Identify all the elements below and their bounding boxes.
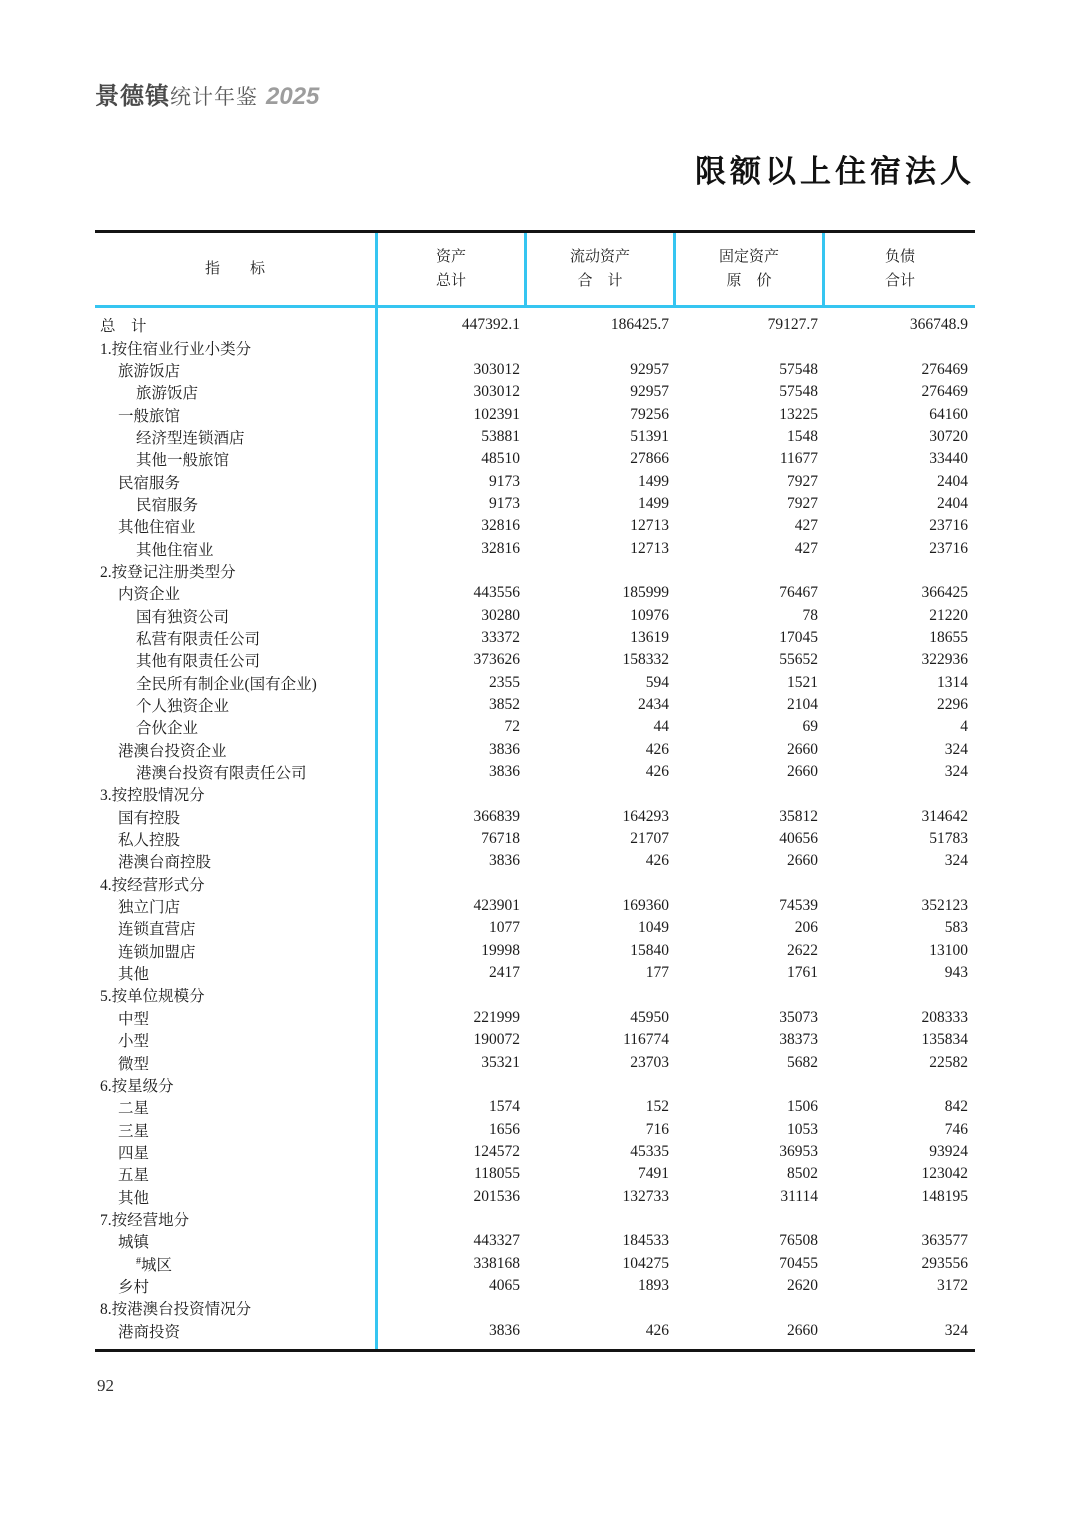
stats-table: [95, 230, 975, 1352]
row-value: 64160: [929, 405, 968, 423]
page-number: 92: [97, 1376, 114, 1395]
row-label: 1.按住宿业行业小类分: [100, 340, 252, 358]
row-value: 23716: [929, 517, 968, 535]
table-row: [95, 1096, 975, 1118]
table-row: [95, 1118, 975, 1140]
col-current-assets: 流动资产 合 计: [527, 233, 676, 305]
row-value: 152: [645, 1098, 669, 1116]
row-value: 33372: [481, 628, 520, 646]
table-row: [95, 940, 975, 962]
superscript-mark: #: [136, 1255, 141, 1267]
brand-name: 统计年鉴: [170, 86, 258, 109]
col-liabilities: 负债 合计: [884, 249, 915, 289]
row-label: 私营有限责任公司: [136, 630, 261, 648]
row-value: 72: [504, 718, 520, 736]
row-value: 2622: [787, 941, 818, 959]
row-value: 1077: [489, 919, 520, 937]
row-value: 74539: [779, 897, 818, 915]
table-row: [95, 1074, 975, 1096]
row-label: 私人控股: [118, 832, 181, 850]
row-label: 8.按港澳台投资情况分: [100, 1301, 252, 1319]
table-row: [95, 984, 975, 1006]
row-value: 352123: [921, 897, 968, 915]
table-row: [95, 828, 975, 850]
row-value: 76508: [779, 1232, 818, 1250]
row-label: 港澳台投资有限责任公司: [136, 765, 307, 783]
row-label: 旅游饭店: [118, 362, 181, 380]
row-value: 583: [944, 919, 968, 937]
row-label: 乡村: [118, 1278, 150, 1296]
row-value: 2104: [787, 696, 818, 714]
row-value: 427: [794, 517, 818, 535]
row-value: 443327: [473, 1232, 520, 1250]
row-label: 其他: [118, 1189, 150, 1207]
row-value: 17045: [779, 628, 818, 646]
row-value: 10976: [630, 606, 669, 624]
column-divider: [375, 308, 378, 1349]
row-value: 2404: [937, 494, 968, 512]
table-row: [95, 627, 975, 649]
row-value: 2355: [489, 673, 520, 691]
row-label: 连锁加盟店: [118, 943, 196, 961]
row-value: 57548: [779, 360, 818, 378]
brand-city: 景德镇: [95, 83, 170, 110]
row-label: 5.按单位规模分: [100, 988, 205, 1006]
table-row: [95, 1163, 975, 1185]
table-row: [95, 336, 975, 358]
row-value: 21707: [630, 830, 669, 848]
row-value: 92957: [630, 360, 669, 378]
row-value: 184533: [622, 1232, 669, 1250]
row-value: 76467: [779, 584, 818, 602]
table-row: [95, 359, 975, 381]
table-row: [95, 917, 975, 939]
row-value: 322936: [921, 651, 968, 669]
row-label: 国有控股: [118, 809, 181, 827]
row-label: 五星: [118, 1167, 150, 1185]
row-value: 3836: [489, 740, 520, 758]
row-value: 1761: [787, 964, 818, 982]
table-row: [95, 493, 975, 515]
table-row: [95, 1208, 975, 1230]
table-row: [95, 1230, 975, 1252]
row-value: 206: [794, 919, 818, 937]
row-value: 93924: [929, 1142, 968, 1160]
row-value: 276469: [921, 360, 968, 378]
row-label: 其他住宿业: [136, 541, 214, 559]
row-value: 79256: [630, 405, 669, 423]
row-value: 51391: [630, 427, 669, 445]
row-value: 3836: [489, 763, 520, 781]
row-value: 426: [645, 763, 669, 781]
row-value: 426: [645, 852, 669, 870]
row-label: 4.按经营形式分: [100, 876, 205, 894]
row-label: 其他有限责任公司: [136, 653, 261, 671]
row-label: 2.按登记注册类型分: [100, 563, 236, 581]
row-value: 3836: [489, 852, 520, 870]
row-value: 293556: [921, 1254, 968, 1272]
row-label: 中型: [118, 1010, 150, 1028]
row-label: 内资企业: [118, 586, 181, 604]
row-value: 594: [645, 673, 669, 691]
row-value: 1893: [638, 1276, 669, 1294]
row-value: 276469: [921, 383, 968, 401]
row-value: 164293: [622, 807, 669, 825]
yearbook-brand: [95, 76, 319, 111]
row-value: 303012: [473, 383, 520, 401]
table-row: [95, 806, 975, 828]
table-body: [95, 308, 975, 1352]
table-row: [95, 895, 975, 917]
col-fixed-assets: 固定资产 原 价: [676, 233, 825, 305]
row-value: 1521: [787, 673, 818, 691]
row-label: 3.按控股情况分: [100, 787, 205, 805]
row-value: 1314: [937, 673, 968, 691]
table-row: [95, 1252, 975, 1274]
row-value: 55652: [779, 651, 818, 669]
row-label: 港商投资: [118, 1323, 181, 1341]
row-value: 2660: [787, 1321, 818, 1339]
row-value: 18655: [929, 628, 968, 646]
table-row: [95, 873, 975, 895]
row-value: 373626: [473, 651, 520, 669]
row-label: 独立门店: [118, 899, 181, 917]
col-total-assets: 资产 总计: [378, 233, 527, 305]
table-header: [95, 230, 975, 308]
row-value: 9173: [489, 494, 520, 512]
row-value: 1548: [787, 427, 818, 445]
table-row: [95, 314, 975, 336]
row-value: 19998: [481, 941, 520, 959]
row-value: 30720: [929, 427, 968, 445]
row-value: 35073: [779, 1008, 818, 1026]
row-label: 总 计: [100, 318, 147, 336]
row-value: 78: [802, 606, 818, 624]
row-value: 51783: [929, 830, 968, 848]
col-indicator: [95, 233, 378, 305]
row-label: 四星: [118, 1144, 150, 1162]
row-value: 12713: [630, 517, 669, 535]
row-value: 135834: [921, 1031, 968, 1049]
row-value: 1499: [638, 472, 669, 490]
row-value: 32816: [481, 517, 520, 535]
brand-year: 2025: [266, 83, 320, 110]
row-label: 连锁直营店: [118, 921, 196, 939]
row-value: 13225: [779, 405, 818, 423]
table-row: [95, 537, 975, 559]
row-value: 716: [645, 1120, 669, 1138]
row-value: 21220: [929, 606, 968, 624]
row-value: 36953: [779, 1142, 818, 1160]
row-value: 426: [645, 1321, 669, 1339]
row-value: 13619: [630, 628, 669, 646]
row-label: 民宿服务: [136, 496, 199, 514]
row-value: 4: [960, 718, 968, 736]
row-value: 3852: [489, 696, 520, 714]
table-row: [95, 1029, 975, 1051]
row-value: 4065: [489, 1276, 520, 1294]
table-row: [95, 850, 975, 872]
row-value: 12713: [630, 539, 669, 557]
row-value: 447392.1: [461, 316, 520, 334]
row-value: 69: [802, 718, 818, 736]
row-value: 102391: [473, 405, 520, 423]
row-value: 426: [645, 740, 669, 758]
row-value: 23703: [630, 1053, 669, 1071]
row-value: 221999: [473, 1008, 520, 1026]
row-value: 148195: [921, 1187, 968, 1205]
table-row: [95, 582, 975, 604]
row-label: 三星: [118, 1122, 150, 1140]
row-value: 45950: [630, 1008, 669, 1026]
row-value: 7927: [787, 494, 818, 512]
row-value: 124572: [473, 1142, 520, 1160]
table-row: [95, 1275, 975, 1297]
row-value: 158332: [622, 651, 669, 669]
table-row: [95, 515, 975, 537]
row-label: 全民所有制企业(国有企业): [136, 675, 317, 693]
row-value: 1049: [638, 919, 669, 937]
table-row: [95, 1141, 975, 1163]
row-value: 169360: [622, 897, 669, 915]
row-label: 旅游饭店: [136, 385, 199, 403]
row-value: 366425: [921, 584, 968, 602]
table-row: [95, 761, 975, 783]
row-value: 27866: [630, 450, 669, 468]
row-label: 其他住宿业: [118, 519, 196, 537]
row-value: 2620: [787, 1276, 818, 1294]
row-label: #城区: [136, 1255, 173, 1274]
row-value: 76718: [481, 830, 520, 848]
table-row: [95, 470, 975, 492]
row-value: 132733: [622, 1187, 669, 1205]
row-label: 城镇: [118, 1234, 150, 1252]
row-value: 92957: [630, 383, 669, 401]
row-label: 港澳台商控股: [118, 854, 212, 872]
row-value: 1574: [489, 1098, 520, 1116]
row-value: 185999: [622, 584, 669, 602]
row-value: 2296: [937, 696, 968, 714]
row-value: 7927: [787, 472, 818, 490]
row-value: 7491: [638, 1165, 669, 1183]
row-value: 79127.7: [767, 316, 818, 334]
row-value: 104275: [622, 1254, 669, 1272]
row-value: 44: [653, 718, 669, 736]
row-label: 国有独资公司: [136, 608, 230, 626]
row-value: 2660: [787, 763, 818, 781]
row-value: 38373: [779, 1031, 818, 1049]
row-value: 303012: [473, 360, 520, 378]
row-value: 2417: [489, 964, 520, 982]
row-label: 港澳台投资企业: [118, 742, 227, 760]
table-row: [95, 426, 975, 448]
row-value: 1506: [787, 1098, 818, 1116]
row-value: 13100: [929, 941, 968, 959]
row-value: 324: [944, 740, 968, 758]
row-value: 423901: [473, 897, 520, 915]
row-value: 40656: [779, 830, 818, 848]
table-row: [95, 381, 975, 403]
table-row: [95, 1297, 975, 1319]
row-label: 合伙企业: [136, 720, 199, 738]
row-value: 1499: [638, 494, 669, 512]
row-value: 746: [944, 1120, 968, 1138]
table-row: [95, 694, 975, 716]
row-value: 5682: [787, 1053, 818, 1071]
row-value: 31114: [780, 1187, 818, 1205]
row-value: 2660: [787, 740, 818, 758]
table-row: [95, 1185, 975, 1207]
row-label: 个人独资企业: [136, 698, 230, 716]
table-row: [95, 783, 975, 805]
table-row: [95, 672, 975, 694]
row-value: 11677: [779, 450, 818, 468]
table-row: [95, 448, 975, 470]
row-value: 2404: [937, 472, 968, 490]
row-value: 842: [944, 1098, 968, 1116]
table-row: [95, 1051, 975, 1073]
row-value: 70455: [779, 1254, 818, 1272]
row-value: 366839: [473, 807, 520, 825]
row-label: 二星: [118, 1100, 150, 1118]
row-value: 201536: [473, 1187, 520, 1205]
row-value: 2660: [787, 852, 818, 870]
page-title: 限额以上住宿法人: [695, 154, 975, 189]
row-value: 2434: [638, 696, 669, 714]
row-value: 32816: [481, 539, 520, 557]
row-value: 314642: [921, 807, 968, 825]
row-value: 9173: [489, 472, 520, 490]
row-value: 33440: [929, 450, 968, 468]
row-value: 324: [944, 763, 968, 781]
row-value: 45335: [630, 1142, 669, 1160]
row-value: 8502: [787, 1165, 818, 1183]
row-label: 民宿服务: [118, 474, 181, 492]
row-value: 53881: [481, 427, 520, 445]
row-value: 366748.9: [909, 316, 968, 334]
row-value: 186425.7: [610, 316, 669, 334]
table-row: [95, 403, 975, 425]
table-row: [95, 1319, 975, 1341]
table-row: [95, 739, 975, 761]
row-label: 微型: [118, 1055, 150, 1073]
row-value: 943: [944, 964, 968, 982]
row-value: 427: [794, 539, 818, 557]
row-value: 177: [645, 964, 669, 982]
row-value: 208333: [921, 1008, 968, 1026]
table-row: [95, 716, 975, 738]
row-value: 15840: [630, 941, 669, 959]
table-row: [95, 560, 975, 582]
table-row: [95, 1007, 975, 1029]
row-value: 35812: [779, 807, 818, 825]
row-value: 118055: [474, 1165, 520, 1183]
row-label: 一般旅馆: [118, 407, 181, 425]
row-value: 338168: [473, 1254, 520, 1272]
row-value: 443556: [473, 584, 520, 602]
row-value: 30280: [481, 606, 520, 624]
row-value: 324: [944, 852, 968, 870]
row-value: 23716: [929, 539, 968, 557]
row-value: 57548: [779, 383, 818, 401]
row-value: 3836: [489, 1321, 520, 1339]
table-row: [95, 962, 975, 984]
row-value: 116774: [623, 1031, 669, 1049]
table-row: [95, 604, 975, 626]
row-value: 1053: [787, 1120, 818, 1138]
row-value: 3172: [937, 1276, 968, 1294]
row-label: 小型: [118, 1033, 150, 1051]
table-row: [95, 649, 975, 671]
row-value: 324: [944, 1321, 968, 1339]
row-label: 7.按经营地分: [100, 1211, 190, 1229]
row-value: 190072: [473, 1031, 520, 1049]
row-label: 其他: [118, 966, 150, 984]
col-indicator-label: 指 标: [204, 261, 265, 277]
row-value: 48510: [481, 450, 520, 468]
row-value: 1656: [489, 1120, 520, 1138]
row-value: 35321: [481, 1053, 520, 1071]
row-value: 123042: [921, 1165, 968, 1183]
row-label: 6.按星级分: [100, 1077, 174, 1095]
row-value: 22582: [929, 1053, 968, 1071]
row-label: 其他一般旅馆: [136, 452, 230, 470]
row-value: 363577: [921, 1232, 968, 1250]
row-label: 经济型连锁酒店: [136, 429, 245, 447]
